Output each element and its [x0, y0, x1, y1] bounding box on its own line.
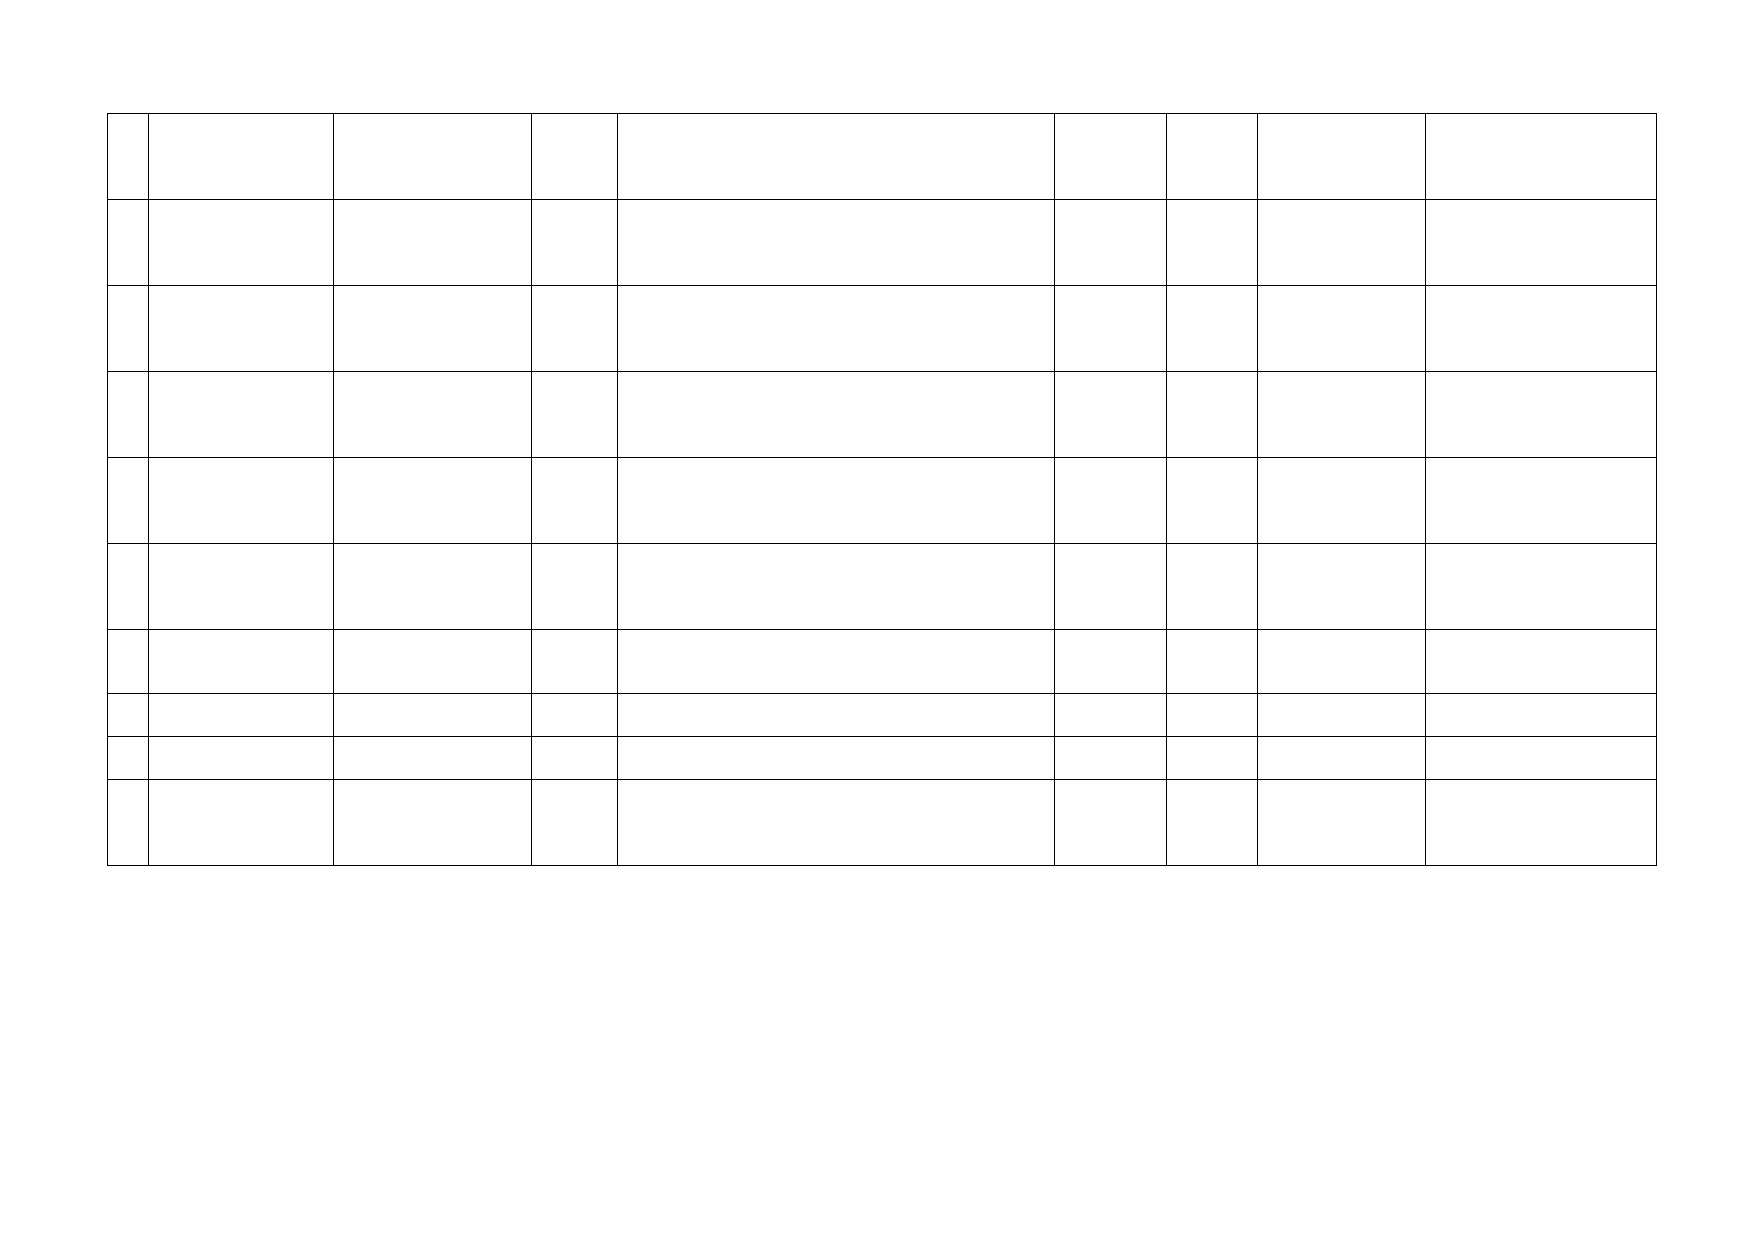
date-cell [1055, 737, 1167, 780]
organization-cell [149, 200, 334, 286]
row-number-cell [108, 630, 149, 694]
date-cell [1055, 372, 1167, 458]
item-type-cell [532, 286, 618, 372]
procurement-subject-cell [618, 200, 1055, 286]
procurement-subject-cell [618, 114, 1055, 200]
table-row [108, 630, 1657, 694]
procurement-subject-cell [618, 737, 1055, 780]
procurement-subject-cell [618, 630, 1055, 694]
procurement-subject-cell [618, 780, 1055, 866]
amount-cell [1167, 694, 1258, 737]
row-number-cell [108, 780, 149, 866]
date-cell [1055, 780, 1167, 866]
item-type-cell [532, 694, 618, 737]
amount-cell [1167, 780, 1258, 866]
organization-cell [149, 458, 334, 544]
date-cell [1055, 544, 1167, 630]
row-number-cell [108, 286, 149, 372]
item-type-cell [532, 737, 618, 780]
procurement-subject-cell [618, 286, 1055, 372]
table-row [108, 286, 1657, 372]
purpose-cell [334, 630, 532, 694]
date-cell [1055, 694, 1167, 737]
organization-cell [149, 694, 334, 737]
table-row [108, 544, 1657, 630]
supplier-cell [1426, 544, 1657, 630]
procurement-subject-cell [618, 458, 1055, 544]
organization-cell [149, 630, 334, 694]
table-row [108, 780, 1657, 866]
amount-cell [1167, 737, 1258, 780]
item-type-cell [532, 780, 618, 866]
row-number-cell [108, 200, 149, 286]
purpose-cell [334, 372, 532, 458]
funding-source-cell [1258, 200, 1426, 286]
row-number-cell [108, 737, 149, 780]
funding-source-cell [1258, 286, 1426, 372]
procurement-subject-cell [618, 694, 1055, 737]
purpose-cell [334, 200, 532, 286]
supplier-cell [1426, 372, 1657, 458]
item-type-cell [532, 458, 618, 544]
row-number-cell [108, 372, 149, 458]
funding-source-cell [1258, 780, 1426, 866]
funding-source-cell [1258, 458, 1426, 544]
table-row [108, 200, 1657, 286]
table-row [108, 694, 1657, 737]
date-cell [1055, 286, 1167, 372]
supplier-cell [1426, 114, 1657, 200]
organization-cell [149, 114, 334, 200]
item-type-cell [532, 630, 618, 694]
supplier-cell [1426, 630, 1657, 694]
amount-cell [1167, 458, 1258, 544]
item-type-cell [532, 544, 618, 630]
purpose-cell [334, 694, 532, 737]
purpose-cell [334, 114, 532, 200]
purpose-cell [334, 780, 532, 866]
table-row [108, 114, 1657, 200]
organization-cell [149, 286, 334, 372]
date-cell [1055, 630, 1167, 694]
supplier-cell [1426, 737, 1657, 780]
purpose-cell [334, 458, 532, 544]
organization-cell [149, 544, 334, 630]
funding-source-cell [1258, 114, 1426, 200]
item-type-cell [532, 200, 618, 286]
funding-source-cell [1258, 737, 1426, 780]
purpose-cell [334, 737, 532, 780]
procurement-subject-cell [618, 372, 1055, 458]
supplier-cell [1426, 200, 1657, 286]
funding-source-cell [1258, 630, 1426, 694]
organization-cell [149, 372, 334, 458]
amount-cell [1167, 286, 1258, 372]
amount-cell [1167, 544, 1258, 630]
purpose-cell [334, 286, 532, 372]
row-number-cell [108, 114, 149, 200]
supplier-cell [1426, 694, 1657, 737]
amount-cell [1167, 114, 1258, 200]
table-row [108, 372, 1657, 458]
amount-cell [1167, 630, 1258, 694]
item-type-cell [532, 372, 618, 458]
supplier-cell [1426, 458, 1657, 544]
item-type-cell [532, 114, 618, 200]
date-cell [1055, 114, 1167, 200]
amount-cell [1167, 372, 1258, 458]
amount-cell [1167, 200, 1258, 286]
table-body [108, 114, 1657, 866]
procurement-subject-cell [618, 544, 1055, 630]
supplier-cell [1426, 780, 1657, 866]
funding-source-cell [1258, 694, 1426, 737]
row-number-cell [108, 544, 149, 630]
date-cell [1055, 458, 1167, 544]
table-row [108, 458, 1657, 544]
organization-cell [149, 780, 334, 866]
organization-cell [149, 737, 334, 780]
row-number-cell [108, 694, 149, 737]
row-number-cell [108, 458, 149, 544]
funding-source-cell [1258, 544, 1426, 630]
date-cell [1055, 200, 1167, 286]
procurement-table [107, 113, 1657, 866]
table-row [108, 737, 1657, 780]
purpose-cell [334, 544, 532, 630]
funding-source-cell [1258, 372, 1426, 458]
supplier-cell [1426, 286, 1657, 372]
